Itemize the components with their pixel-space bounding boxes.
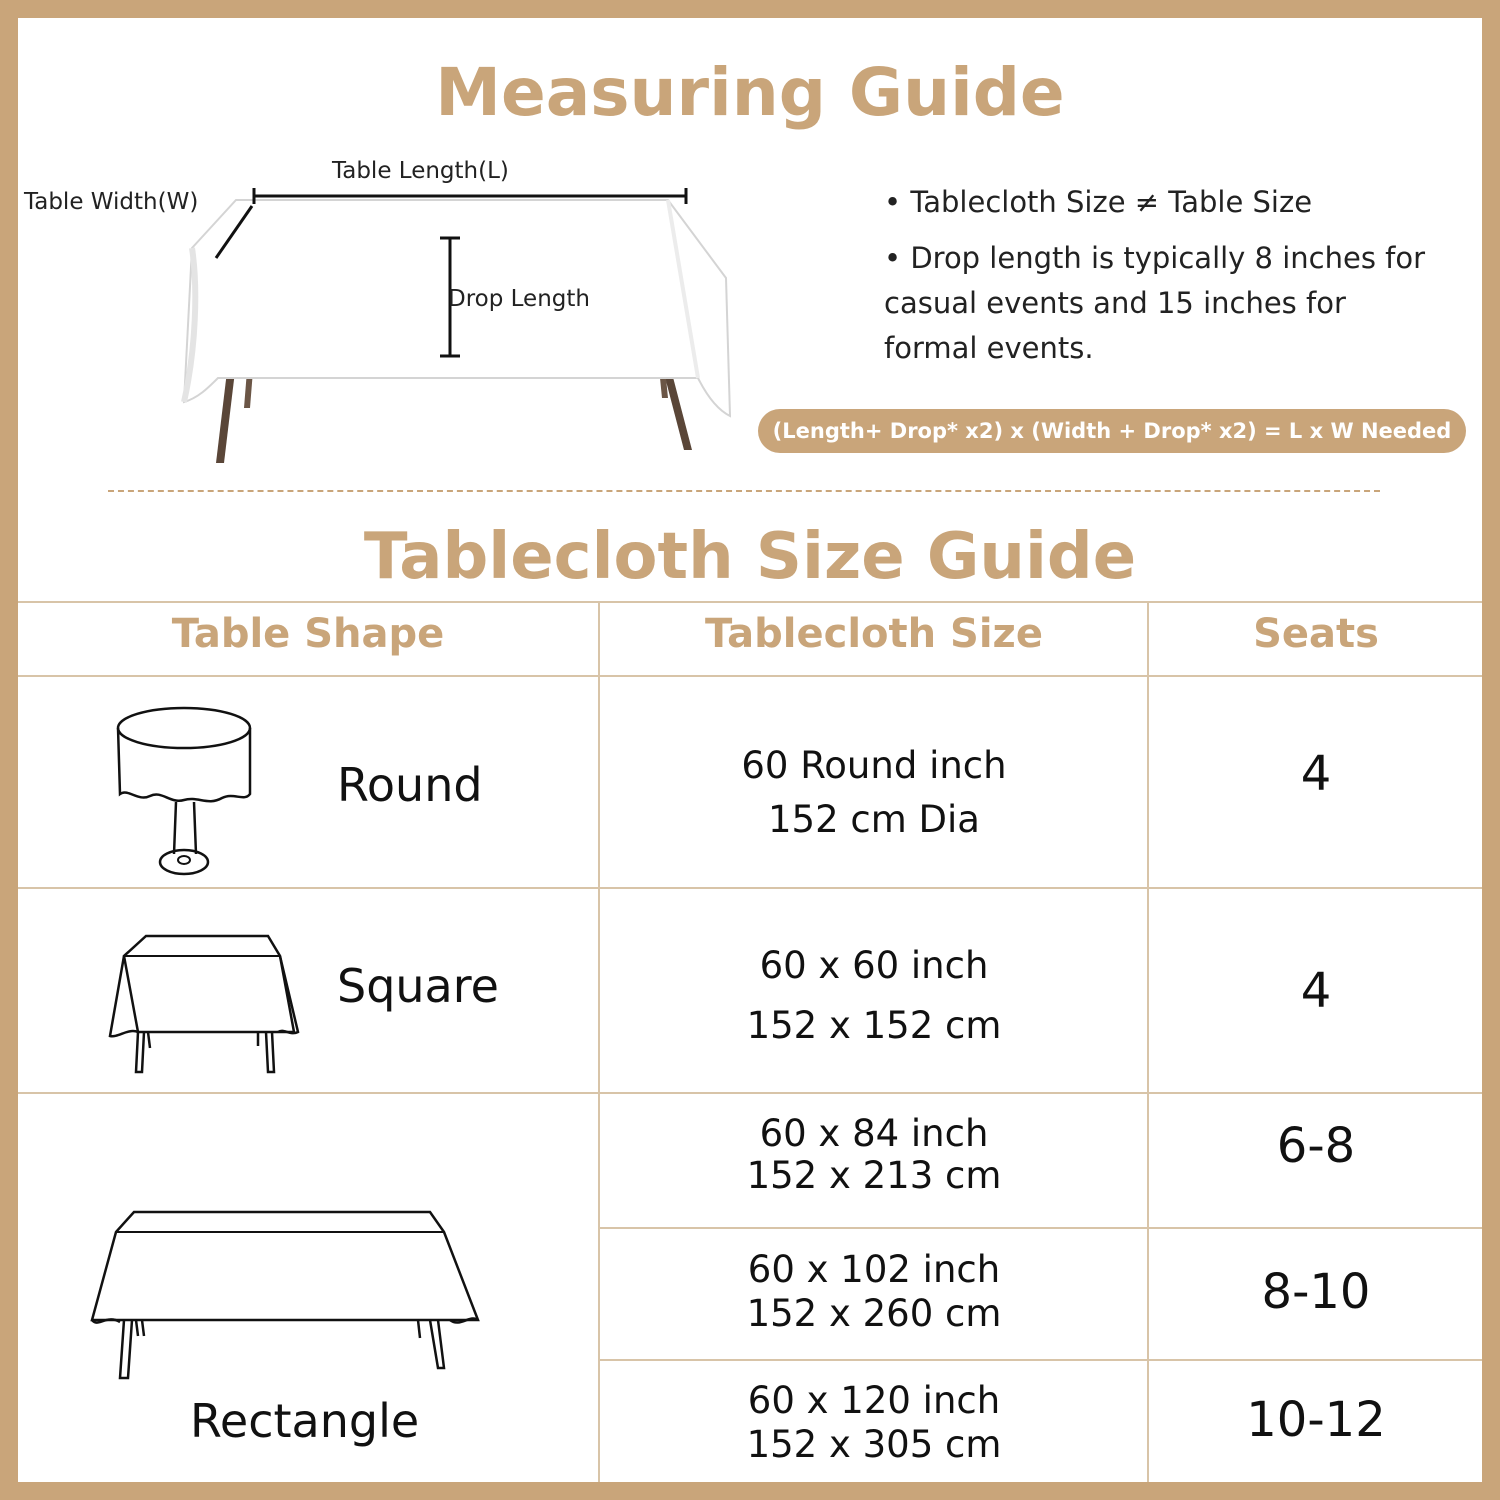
seats-round: 4 (1300, 746, 1332, 802)
note-size: • Tablecloth Size ≠ Table Size (884, 185, 1313, 219)
seats-rect-102: 8-10 (1261, 1264, 1371, 1320)
size-cell-square (600, 936, 1148, 1056)
size-cell-rect-84 (600, 1113, 1148, 1197)
table-width-label: Table Width(W) (24, 189, 199, 215)
table-border-top (18, 601, 1482, 603)
size-inch: 60 x 120 inch (747, 1379, 1001, 1422)
round-table-icon (104, 704, 274, 884)
header-divider (18, 675, 1482, 677)
measuring-guide-title: Measuring Guide (435, 54, 1065, 131)
note-drop: • Drop length is typically 8 inches for casual events and 15 inches for formal events. (884, 241, 1426, 365)
size-cm: 152 x 305 cm (746, 1423, 1002, 1466)
row-divider (18, 887, 1482, 889)
size-guide-title: Tablecloth Size Guide (363, 520, 1137, 594)
size-inch: 60 Round inch (741, 744, 1007, 787)
drop-length-label: Drop Length (448, 286, 590, 312)
table-with-cloth-icon (178, 188, 738, 478)
notes (884, 180, 1444, 382)
size-cm: 152 x 152 cm (746, 1004, 1002, 1047)
size-cell-rect-120 (600, 1379, 1148, 1467)
row-divider (600, 1227, 1482, 1229)
size-inch: 60 x 84 inch (759, 1112, 989, 1155)
size-cm: 152 x 213 cm (746, 1154, 1002, 1197)
seats-rect-120: 10-12 (1246, 1392, 1386, 1448)
shape-round: Round (337, 758, 483, 812)
shape-square: Square (337, 959, 499, 1013)
header-table-shape: Table Shape (171, 611, 445, 657)
square-table-icon (108, 932, 308, 1078)
header-seats: Seats (1253, 611, 1379, 657)
row-divider (18, 1092, 1482, 1094)
table-length-label: Table Length(L) (332, 158, 509, 184)
dashed-divider (108, 490, 1380, 492)
size-cell-round (600, 740, 1148, 846)
size-cm: 152 cm Dia (768, 798, 980, 841)
formula-badge: (Length+ Drop* x2) x (Width + Drop* x2) = L x W Needed (758, 409, 1466, 453)
size-inch: 60 x 60 inch (759, 944, 989, 987)
shape-rectangle: Rectangle (190, 1394, 420, 1448)
row-divider (600, 1359, 1482, 1361)
rectangle-table-icon (90, 1208, 486, 1384)
seats-rect-84: 6-8 (1276, 1118, 1356, 1174)
size-cm: 152 x 260 cm (746, 1292, 1002, 1335)
page (18, 18, 1482, 1482)
size-inch: 60 x 102 inch (747, 1248, 1001, 1291)
seats-square: 4 (1300, 963, 1332, 1019)
size-cell-rect-102 (600, 1248, 1148, 1336)
header-tablecloth-size: Tablecloth Size (705, 611, 1043, 657)
